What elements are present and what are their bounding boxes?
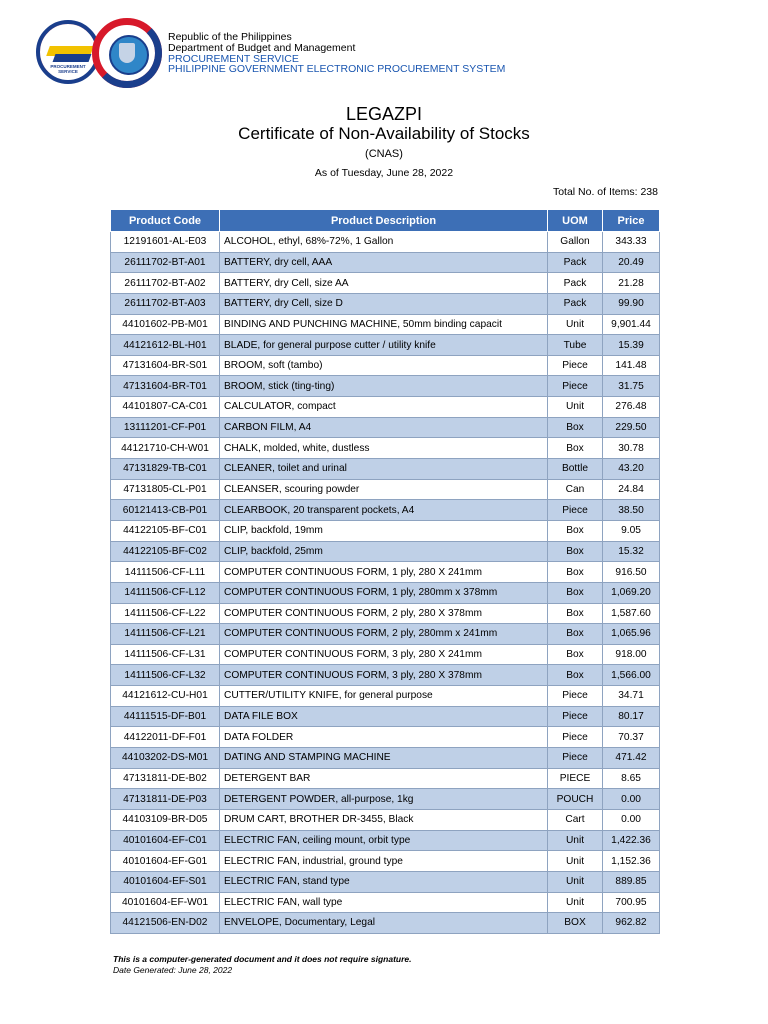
cell-product-code: 14111506-CF-L12 bbox=[111, 582, 220, 603]
cell-product-description: BLADE, for general purpose cutter / utility knife bbox=[220, 335, 548, 356]
cell-product-description: ELECTRIC FAN, industrial, ground type bbox=[220, 851, 548, 872]
table-row bbox=[111, 809, 660, 830]
cell-product-description: CLEANSER, scouring powder bbox=[220, 479, 548, 500]
cell-product-code: 40101604-EF-G01 bbox=[111, 851, 220, 872]
cell-uom: Bottle bbox=[548, 459, 603, 480]
table-row bbox=[111, 665, 660, 686]
table-row bbox=[111, 355, 660, 376]
cell-product-description: DETERGENT BAR bbox=[220, 768, 548, 789]
cell-price: 229.50 bbox=[603, 417, 660, 438]
cell-price: 1,152.36 bbox=[603, 851, 660, 872]
cell-product-code: 47131604-BR-S01 bbox=[111, 355, 220, 376]
cell-product-code: 44122105-BF-C02 bbox=[111, 541, 220, 562]
table-row bbox=[111, 479, 660, 500]
cell-product-code: 44121612-CU-H01 bbox=[111, 686, 220, 707]
cell-uom: Box bbox=[548, 665, 603, 686]
cell-product-description: BATTERY, dry Cell, size D bbox=[220, 293, 548, 314]
cell-product-description: COMPUTER CONTINUOUS FORM, 2 ply, 280mm x 241mm bbox=[220, 624, 548, 645]
cell-product-description: CLEARBOOK, 20 transparent pockets, A4 bbox=[220, 500, 548, 521]
table-row bbox=[111, 417, 660, 438]
table-header-row bbox=[111, 210, 660, 232]
cell-product-description: BATTERY, dry Cell, size AA bbox=[220, 273, 548, 294]
table-body bbox=[111, 232, 660, 934]
cell-uom: Box bbox=[548, 644, 603, 665]
cell-uom: Box bbox=[548, 603, 603, 624]
document-titles bbox=[0, 104, 768, 180]
cell-product-description: DATA FOLDER bbox=[220, 727, 548, 748]
cell-price: 43.20 bbox=[603, 459, 660, 480]
cell-price: 30.78 bbox=[603, 438, 660, 459]
cell-uom: BOX bbox=[548, 913, 603, 934]
cell-product-description: BINDING AND PUNCHING MACHINE, 50mm binding capacit bbox=[220, 314, 548, 335]
table-row bbox=[111, 830, 660, 851]
cell-product-code: 47131829-TB-C01 bbox=[111, 459, 220, 480]
as-of-date: As of Tuesday, June 28, 2022 bbox=[314, 167, 454, 179]
cell-product-description: CALCULATOR, compact bbox=[220, 397, 548, 418]
table-row bbox=[111, 500, 660, 521]
cell-price: 918.00 bbox=[603, 644, 660, 665]
table-row bbox=[111, 520, 660, 541]
cell-uom: Box bbox=[548, 541, 603, 562]
cell-price: 20.49 bbox=[603, 252, 660, 273]
cell-product-description: COMPUTER CONTINUOUS FORM, 3 ply, 280 X 378mm bbox=[220, 665, 548, 686]
signature-note: This is a computer-generated document and it does not require signature. bbox=[113, 954, 412, 964]
philgeps-seal-logo bbox=[92, 18, 162, 88]
cell-uom: Can bbox=[548, 479, 603, 500]
cell-uom: Gallon bbox=[548, 232, 603, 253]
cell-product-description: COMPUTER CONTINUOUS FORM, 2 ply, 280 X 378mm bbox=[220, 603, 548, 624]
shield-icon bbox=[119, 43, 135, 63]
table-row bbox=[111, 624, 660, 645]
cell-uom: Piece bbox=[548, 355, 603, 376]
cell-product-description: ALCOHOL, ethyl, 68%-72%, 1 Gallon bbox=[220, 232, 548, 253]
table-row bbox=[111, 789, 660, 810]
cell-price: 916.50 bbox=[603, 562, 660, 583]
cell-product-code: 14111506-CF-L31 bbox=[111, 644, 220, 665]
cell-price: 962.82 bbox=[603, 913, 660, 934]
cell-price: 889.85 bbox=[603, 871, 660, 892]
cell-product-code: 14111506-CF-L22 bbox=[111, 603, 220, 624]
cell-price: 9.05 bbox=[603, 520, 660, 541]
cell-price: 0.00 bbox=[603, 809, 660, 830]
cell-uom: Box bbox=[548, 582, 603, 603]
cell-uom: Unit bbox=[548, 871, 603, 892]
table-row bbox=[111, 376, 660, 397]
cell-product-code: 47131604-BR-T01 bbox=[111, 376, 220, 397]
cell-product-code: 44103202-DS-M01 bbox=[111, 748, 220, 769]
document-header bbox=[36, 18, 736, 88]
cell-price: 34.71 bbox=[603, 686, 660, 707]
cell-uom: Box bbox=[548, 438, 603, 459]
cell-product-description: COMPUTER CONTINUOUS FORM, 3 ply, 280 X 241mm bbox=[220, 644, 548, 665]
total-items: Total No. of Items: 238 bbox=[552, 186, 658, 198]
cell-product-code: 47131805-CL-P01 bbox=[111, 479, 220, 500]
table-row bbox=[111, 644, 660, 665]
table-row bbox=[111, 438, 660, 459]
date-generated: Date Generated: June 28, 2022 bbox=[113, 965, 233, 975]
cell-product-code: 44101602-PB-M01 bbox=[111, 314, 220, 335]
certificate-title: Certificate of Non-Availability of Stocks bbox=[238, 124, 530, 143]
cell-product-code: 26111702-BT-A01 bbox=[111, 252, 220, 273]
cell-product-description: BATTERY, dry cell, AAA bbox=[220, 252, 548, 273]
cell-uom: Unit bbox=[548, 892, 603, 913]
cell-product-code: 44101807-CA-C01 bbox=[111, 397, 220, 418]
agency-line-philgeps: PHILIPPINE GOVERNMENT ELECTRONIC PROCUREMENT SYSTEM bbox=[168, 63, 506, 76]
table-row bbox=[111, 706, 660, 727]
cell-price: 343.33 bbox=[603, 232, 660, 253]
cell-product-code: 40101604-EF-S01 bbox=[111, 871, 220, 892]
cell-uom: Piece bbox=[548, 376, 603, 397]
cell-product-code: 26111702-BT-A02 bbox=[111, 273, 220, 294]
table-row bbox=[111, 562, 660, 583]
table-row bbox=[111, 603, 660, 624]
cell-price: 80.17 bbox=[603, 706, 660, 727]
cell-uom: Unit bbox=[548, 830, 603, 851]
cell-product-description: CARBON FILM, A4 bbox=[220, 417, 548, 438]
cell-price: 99.90 bbox=[603, 293, 660, 314]
cell-price: 15.32 bbox=[603, 541, 660, 562]
cell-price: 15.39 bbox=[603, 335, 660, 356]
agency-block bbox=[168, 32, 505, 75]
table-row bbox=[111, 748, 660, 769]
cell-price: 0.00 bbox=[603, 789, 660, 810]
cell-product-code: 44121710-CH-W01 bbox=[111, 438, 220, 459]
cell-product-code: 44103109-BR-D05 bbox=[111, 809, 220, 830]
column-header-price: Price bbox=[603, 210, 660, 232]
cell-price: 31.75 bbox=[603, 376, 660, 397]
cell-product-code: 14111506-CF-L32 bbox=[111, 665, 220, 686]
cell-price: 1,566.00 bbox=[603, 665, 660, 686]
cell-uom: Piece bbox=[548, 500, 603, 521]
cell-product-description: CLIP, backfold, 19mm bbox=[220, 520, 548, 541]
cell-product-description: DETERGENT POWDER, all-purpose, 1kg bbox=[220, 789, 548, 810]
cell-uom: Tube bbox=[548, 335, 603, 356]
cell-price: 1,587.60 bbox=[603, 603, 660, 624]
cell-product-description: DRUM CART, BROTHER DR-3455, Black bbox=[220, 809, 548, 830]
cell-price: 1,422.36 bbox=[603, 830, 660, 851]
table-row bbox=[111, 293, 660, 314]
table-row bbox=[111, 582, 660, 603]
cell-product-description: ELECTRIC FAN, ceiling mount, orbit type bbox=[220, 830, 548, 851]
logo-text: PROCUREMENT SERVICE bbox=[50, 64, 86, 74]
cell-price: 8.65 bbox=[603, 768, 660, 789]
table-row bbox=[111, 768, 660, 789]
cell-product-description: CUTTER/UTILITY KNIFE, for general purpose bbox=[220, 686, 548, 707]
city-title: LEGAZPI bbox=[345, 104, 423, 124]
cell-uom: Box bbox=[548, 624, 603, 645]
cell-uom: Pack bbox=[548, 293, 603, 314]
cell-product-code: 44121506-EN-D02 bbox=[111, 913, 220, 934]
cell-uom: PIECE bbox=[548, 768, 603, 789]
column-header-product-code: Product Code bbox=[111, 210, 220, 232]
cell-price: 38.50 bbox=[603, 500, 660, 521]
cell-price: 1,069.20 bbox=[603, 582, 660, 603]
cell-uom: Box bbox=[548, 417, 603, 438]
table-row bbox=[111, 913, 660, 934]
cell-uom: Unit bbox=[548, 314, 603, 335]
table-row bbox=[111, 541, 660, 562]
cell-price: 9,901.44 bbox=[603, 314, 660, 335]
agency-line-dbm: Department of Budget and Management bbox=[168, 41, 356, 54]
table-row bbox=[111, 851, 660, 872]
table-row bbox=[111, 232, 660, 253]
cell-uom: Piece bbox=[548, 706, 603, 727]
cell-product-code: 44122011-DF-F01 bbox=[111, 727, 220, 748]
cell-product-description: DATING AND STAMPING MACHINE bbox=[220, 748, 548, 769]
cell-uom: Box bbox=[548, 562, 603, 583]
cell-price: 700.95 bbox=[603, 892, 660, 913]
cell-price: 24.84 bbox=[603, 479, 660, 500]
table-row bbox=[111, 686, 660, 707]
items-table bbox=[110, 209, 660, 934]
cell-product-description: BROOM, soft (tambo) bbox=[220, 355, 548, 376]
cell-product-code: 44122105-BF-C01 bbox=[111, 520, 220, 541]
logos bbox=[36, 18, 166, 88]
table-row bbox=[111, 273, 660, 294]
column-header-uom: UOM bbox=[548, 210, 603, 232]
cell-product-description: ELECTRIC FAN, stand type bbox=[220, 871, 548, 892]
cell-product-code: 60121413-CB-P01 bbox=[111, 500, 220, 521]
table-row bbox=[111, 871, 660, 892]
cell-product-description: ENVELOPE, Documentary, Legal bbox=[220, 913, 548, 934]
cell-product-description: COMPUTER CONTINUOUS FORM, 1 ply, 280 X 241mm bbox=[220, 562, 548, 583]
cell-product-description: DATA FILE BOX bbox=[220, 706, 548, 727]
cell-uom: Unit bbox=[548, 397, 603, 418]
certificate-abbreviation: (CNAS) bbox=[365, 148, 403, 160]
cell-product-code: 44111515-DF-B01 bbox=[111, 706, 220, 727]
cell-product-description: BROOM, stick (ting-ting) bbox=[220, 376, 548, 397]
cell-uom: Piece bbox=[548, 686, 603, 707]
cell-product-description: ELECTRIC FAN, wall type bbox=[220, 892, 548, 913]
cell-product-code: 14111506-CF-L11 bbox=[111, 562, 220, 583]
cell-product-code: 47131811-DE-B02 bbox=[111, 768, 220, 789]
table-row bbox=[111, 459, 660, 480]
agency-line-republic: Republic of the Philippines bbox=[168, 31, 292, 43]
cell-uom: Piece bbox=[548, 748, 603, 769]
table-row bbox=[111, 335, 660, 356]
table-row bbox=[111, 397, 660, 418]
cell-price: 276.48 bbox=[603, 397, 660, 418]
cell-product-code: 40101604-EF-C01 bbox=[111, 830, 220, 851]
cell-product-code: 26111702-BT-A03 bbox=[111, 293, 220, 314]
cell-product-code: 40101604-EF-W01 bbox=[111, 892, 220, 913]
cell-uom: POUCH bbox=[548, 789, 603, 810]
cell-price: 21.28 bbox=[603, 273, 660, 294]
cell-uom: Piece bbox=[548, 727, 603, 748]
cell-price: 141.48 bbox=[603, 355, 660, 376]
cell-price: 1,065.96 bbox=[603, 624, 660, 645]
cell-uom: Pack bbox=[548, 273, 603, 294]
table-row bbox=[111, 727, 660, 748]
cell-uom: Unit bbox=[548, 851, 603, 872]
cell-price: 70.37 bbox=[603, 727, 660, 748]
cell-price: 471.42 bbox=[603, 748, 660, 769]
agency-line-ps: PROCUREMENT SERVICE bbox=[168, 52, 299, 65]
table-row bbox=[111, 314, 660, 335]
cell-uom: Pack bbox=[548, 252, 603, 273]
cell-product-code: 13111201-CF-P01 bbox=[111, 417, 220, 438]
cell-product-code: 14111506-CF-L21 bbox=[111, 624, 220, 645]
cell-product-code: 44121612-BL-H01 bbox=[111, 335, 220, 356]
cell-product-description: COMPUTER CONTINUOUS FORM, 1 ply, 280mm x 378mm bbox=[220, 582, 548, 603]
procurement-service-logo bbox=[36, 20, 100, 84]
table-row bbox=[111, 252, 660, 273]
column-header-product-description: Product Description bbox=[220, 210, 548, 232]
cell-product-code: 47131811-DE-P03 bbox=[111, 789, 220, 810]
table-row bbox=[111, 892, 660, 913]
cell-product-code: 12191601-AL-E03 bbox=[111, 232, 220, 253]
cell-uom: Cart bbox=[548, 809, 603, 830]
cell-product-description: CHALK, molded, white, dustless bbox=[220, 438, 548, 459]
document-footer bbox=[113, 954, 412, 976]
cell-uom: Box bbox=[548, 520, 603, 541]
cell-product-description: CLEANER, toilet and urinal bbox=[220, 459, 548, 480]
cell-product-description: CLIP, backfold, 25mm bbox=[220, 541, 548, 562]
